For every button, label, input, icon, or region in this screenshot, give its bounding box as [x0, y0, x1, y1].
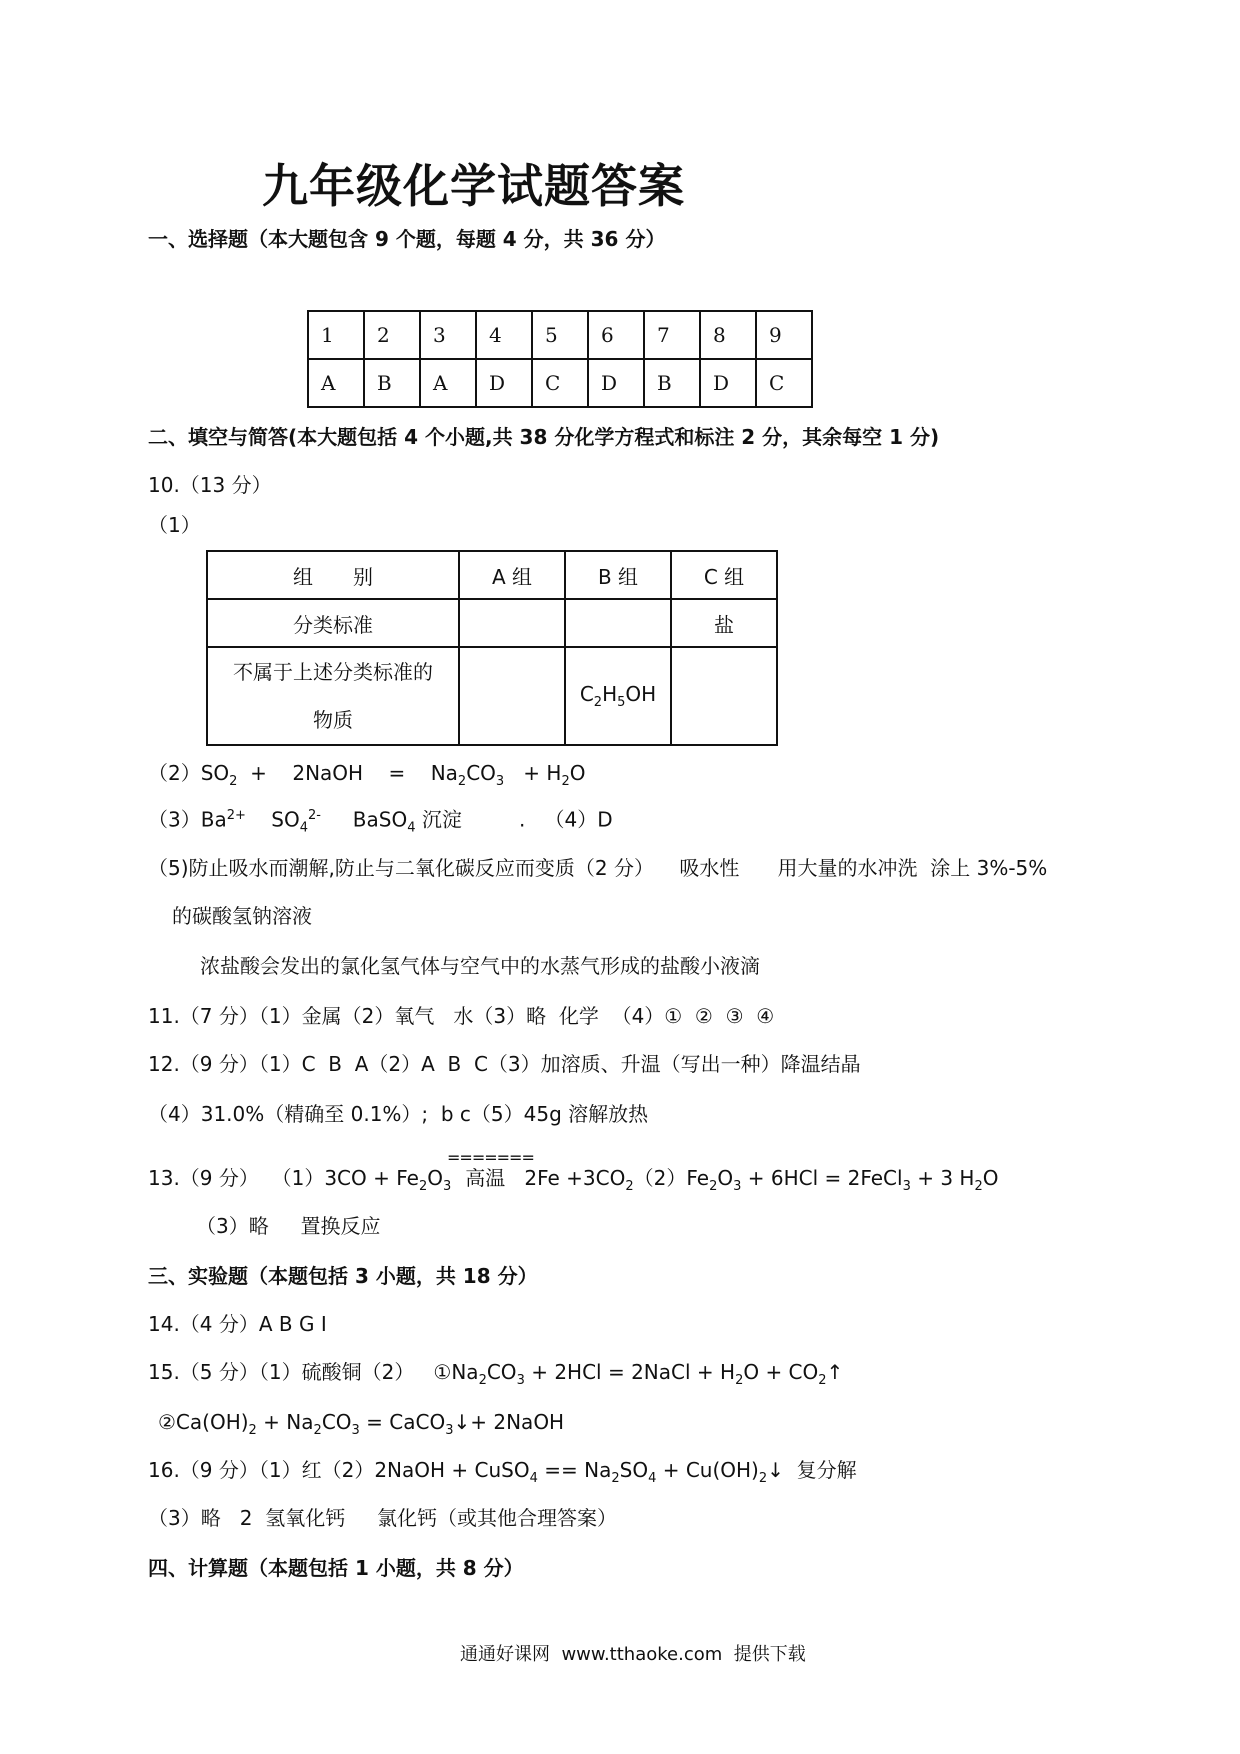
- text: 15.（5 分）（1）硫酸铜（2） ①Na: [148, 1360, 479, 1384]
- table-row: [207, 551, 777, 599]
- text: + 3 H: [910, 1166, 975, 1190]
- subscript: 4: [407, 820, 416, 836]
- text: O: [569, 761, 586, 785]
- q15-answer-line1: [148, 1359, 843, 1394]
- page-title: 九年级化学试题答案: [262, 159, 685, 213]
- subscript: 2: [611, 1471, 620, 1486]
- q12-answer-line2: （4）31.0%（精确至 0.1%）; b c（5）45g 溶解放热: [148, 1102, 649, 1126]
- text: O: [427, 1166, 443, 1190]
- answer-cell: C: [756, 359, 812, 407]
- superscript: 2-: [308, 808, 321, 823]
- q13-answer-line2: （3）略 置换反应: [196, 1214, 381, 1238]
- text: CO: [321, 1410, 352, 1434]
- group-b-header-cell: B 组: [565, 551, 671, 599]
- group-header-cell: 组 别: [207, 551, 459, 599]
- section1-heading: 一、选择题（本大题包含 9 个题，每题 4 分，共 36 分）: [148, 227, 666, 251]
- question-number-cell: 4: [476, 311, 532, 359]
- text: == Na: [537, 1458, 612, 1482]
- answer-cell: D: [700, 359, 756, 407]
- group-a-header-cell: A 组: [459, 551, 565, 599]
- text: + 6HCl = 2FeCl: [741, 1166, 903, 1190]
- question-number-cell: 5: [532, 311, 588, 359]
- subscript: 2: [478, 1373, 487, 1388]
- table-row: [308, 311, 812, 359]
- text: CO: [466, 761, 496, 785]
- subscript: 3: [516, 1373, 525, 1388]
- answer-cell: A: [308, 359, 364, 407]
- text: ↓+ 2NaOH: [453, 1410, 565, 1434]
- subscript: 2: [248, 1423, 257, 1438]
- exception-c-cell: [671, 647, 777, 745]
- subscript: 3: [442, 1179, 452, 1194]
- question-number-cell: 1: [308, 311, 364, 359]
- subscript: 4: [299, 820, 309, 836]
- text: O + CO: [743, 1360, 819, 1384]
- text: + Cu(OH): [656, 1458, 759, 1482]
- formula-text: OH: [625, 682, 657, 706]
- subscript: 3: [495, 774, 505, 789]
- text: （2）SO: [148, 761, 230, 785]
- text: （3）Ba: [148, 807, 227, 832]
- q10-part5-line1: （5)防止吸水而潮解,防止与二氧化碳反应而变质（2 分） 吸水性 用大量的水冲洗 涂上 3%-5%: [148, 856, 1048, 880]
- classification-table: [206, 550, 778, 746]
- text: + 2HCl = 2NaCl + H: [524, 1360, 736, 1384]
- text: SO: [245, 807, 300, 832]
- subscript: 2: [229, 774, 238, 789]
- text: 16.（9 分）（1）红（2）2NaOH + CuSO: [148, 1458, 530, 1482]
- question-number-cell: 7: [644, 311, 700, 359]
- subscript: 2: [974, 1179, 983, 1194]
- formula-text: H: [602, 682, 618, 706]
- group-c-header-cell: C 组: [671, 551, 777, 599]
- text: ②Ca(OH): [158, 1410, 249, 1434]
- choice-answer-table: [307, 310, 813, 408]
- exception-label-line1: 不属于上述分类标准的: [233, 660, 433, 684]
- subscript: 2: [818, 1373, 827, 1388]
- text: + H: [504, 761, 562, 785]
- exception-label-cell: [207, 647, 459, 745]
- criteria-b-cell: [565, 599, 671, 647]
- subscript: 2: [735, 1373, 744, 1388]
- criteria-a-cell: [459, 599, 565, 647]
- subscript: 2: [593, 695, 603, 710]
- text: + Na: [256, 1410, 314, 1434]
- text: 13.（9 分） （1）3CO + Fe: [148, 1166, 419, 1190]
- subscript: 3: [445, 1423, 454, 1438]
- question-number-cell: 8: [700, 311, 756, 359]
- q10-label: 10.（13 分）: [148, 473, 272, 497]
- question-number-cell: 9: [756, 311, 812, 359]
- subscript: 3: [733, 1179, 742, 1194]
- question-number-cell: 3: [420, 311, 476, 359]
- q10-part2: [148, 760, 585, 795]
- subscript: 2: [457, 774, 467, 789]
- q16-answer-line2: （3）略 2 氢氧化钙 氯化钙（或其他合理答案）: [148, 1506, 618, 1530]
- text: CO: [486, 1360, 517, 1384]
- subscript: 2: [709, 1179, 718, 1194]
- question-number-cell: 6: [588, 311, 644, 359]
- table-row: [207, 647, 777, 745]
- question-number-cell: 2: [364, 311, 420, 359]
- text: ↑: [826, 1360, 844, 1384]
- q10-part5-line3: 浓盐酸会发出的氯化氢气体与空气中的水蒸气形成的盐酸小液滴: [200, 954, 760, 978]
- text: （2）Fe: [633, 1166, 710, 1190]
- text: SO: [619, 1458, 649, 1482]
- table-row: [207, 599, 777, 647]
- criteria-c-cell: 盐: [671, 599, 777, 647]
- reaction-equal-mark: =======: [447, 1148, 534, 1167]
- exception-label-line2: 物质: [313, 708, 353, 732]
- text: ↓ 复分解: [767, 1458, 857, 1482]
- text: O: [717, 1166, 734, 1190]
- text: = CaCO: [359, 1410, 446, 1434]
- table-row: [308, 359, 812, 407]
- subscript: 4: [648, 1471, 657, 1486]
- answer-cell: B: [364, 359, 420, 407]
- text: + 2NaOH = Na: [237, 761, 458, 785]
- text: 沉淀 . （4）D: [415, 807, 613, 832]
- subscript: 4: [529, 1471, 538, 1486]
- section3-heading: 三、实验题（本题包括 3 小题，共 18 分）: [148, 1264, 538, 1288]
- exception-b-cell: [565, 647, 671, 745]
- answer-cell: A: [420, 359, 476, 407]
- subscript: 2: [561, 774, 570, 789]
- answer-cell: D: [476, 359, 532, 407]
- subscript: 5: [617, 695, 626, 710]
- formula-text: C: [579, 682, 594, 706]
- q15-answer-line2: [158, 1409, 564, 1444]
- subscript: 3: [351, 1423, 360, 1438]
- subscript: 3: [902, 1179, 911, 1194]
- exception-a-cell: [459, 647, 565, 745]
- superscript: 2+: [226, 808, 246, 823]
- q13-answer-line1: [148, 1165, 998, 1200]
- criteria-label-cell: 分类标准: [207, 599, 459, 647]
- text: 2Fe +3CO: [505, 1166, 626, 1190]
- answer-cell: D: [588, 359, 644, 407]
- q10-sub1-label: （1）: [148, 513, 201, 537]
- subscript: 2: [625, 1179, 634, 1194]
- q12-answer-line1: 12.（9 分）（1）C B A（2）A B C（3）加溶质、升温（写出一种）降温结晶: [148, 1052, 861, 1076]
- section2-heading: 二、填空与简答(本大题包括 4 个小题,共 38 分化学方程式和标注 2 分，其余每空 1 分): [148, 425, 940, 449]
- footer-source: 通通好课网 www.tthaoke.com 提供下载: [460, 1644, 806, 1665]
- answer-cell: C: [532, 359, 588, 407]
- q16-answer-line1: [148, 1457, 857, 1492]
- subscript: 2: [758, 1471, 768, 1486]
- section4-heading: 四、计算题（本题包括 1 小题，共 8 分）: [148, 1556, 524, 1580]
- subscript: 2: [418, 1179, 428, 1194]
- reaction-condition: 高温: [465, 1166, 506, 1190]
- q11-answer: 11.（7 分）（1）金属（2）氧气 水（3）略 化学 （4）① ② ③ ④: [148, 1004, 775, 1028]
- text: O: [982, 1166, 999, 1190]
- subscript: 2: [313, 1423, 322, 1438]
- answer-cell: B: [644, 359, 700, 407]
- q14-answer: 14.（4 分）A B G I: [148, 1312, 327, 1336]
- text: BaSO: [321, 807, 408, 832]
- q10-part3: [148, 803, 613, 842]
- q10-part5-line2: 的碳酸氢钠溶液: [172, 904, 312, 928]
